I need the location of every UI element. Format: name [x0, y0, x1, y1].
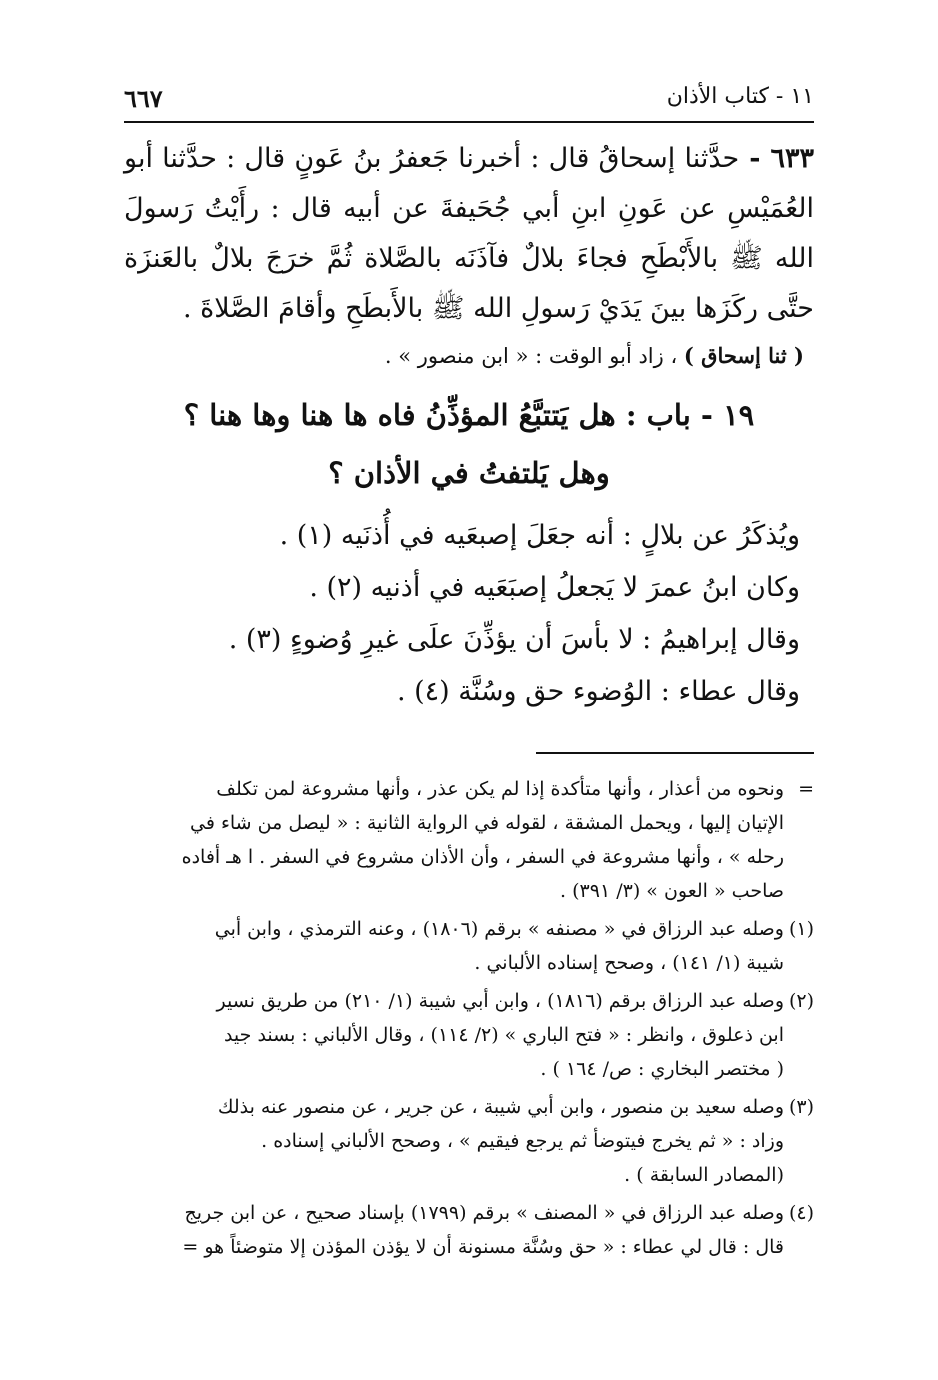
- chapter-heading-line-2: وهل يَلتفتُ في الأذان ؟: [328, 456, 610, 490]
- footnote-line: ( مختصر البخاري : ص/ ١٦٤ ) .: [540, 1058, 784, 1080]
- footnote-marker: =: [798, 778, 814, 800]
- hadith-note-label: ( ثنا إسحاق ): [683, 343, 804, 368]
- footnote-line: ابن ذعلوق ، وانظر : « فتح الباري » (٢/ ١١٤) ، وقال الألباني : بسند جيد: [223, 1024, 784, 1046]
- footnote-line: وصله سعيد بن منصور ، وابن أبي شيبة ، عن جرير ، عن منصور عنه بذلك: [217, 1096, 784, 1118]
- footnote-line: قال : قال لي عطاء : « حق وسُنَّة مسنونة أن لا يؤذن المؤذن إلا متوضئاً هو =: [182, 1236, 784, 1258]
- chapter-heading-line-1: ١٩ - باب : هل يَتتبَّعُ المؤذِّنُ فاه ها هنا وها هنا ؟: [183, 398, 755, 432]
- footnote-marker: (١): [788, 918, 814, 940]
- footnote-line: شيبة (١/ ١٤١) ، وصحح إسناده الألباني .: [474, 952, 784, 974]
- footnote-line: (المصادر السابقة ) .: [624, 1164, 784, 1186]
- page-number: ٦٦٧: [124, 84, 163, 113]
- quote-list: [124, 510, 814, 718]
- footnotes: [124, 772, 814, 1268]
- footnote-line: وصله عبد الرزاق في « المصنف » برقم (١٧٩٩) بإسناد صحيح ، عن ابن جريج: [184, 1202, 784, 1224]
- quote-line: ويُذكَرُ عن بلالٍ : أنه جعَلَ إصبعَيه في أُذنَيه (١) .: [279, 520, 800, 551]
- quote-line: وقال عطاء : الوُضوء حق وسُنَّة (٤) .: [396, 676, 800, 707]
- hadith-text: حدَّثنا إسحاقُ قال : أخبرنا جَعفرُ بنُ عَونٍ قال : حدَّثنا أبو العُمَيْسِ عن عَونِ ابنِ أبي جُحَيفةَ عن أبيه قال : رأَيْتُ رَسولَ الله ﷺ بالأَبْطَحِ فجاءَ بلالٌ فآذَنَه بالصَّلاة ثُمَّ خرَجَ بلالٌ بالعَنزَة حتَّى ركَزَها بينَ يَدَيْ رَسولِ الله ﷺ بالأَبطَحِ وأقامَ الصَّلاةَ .: [124, 143, 814, 324]
- hadith-number: ٦٣٣ -: [739, 143, 814, 174]
- quote-line: وكان ابنُ عمرَ لا يَجعلُ إصبَعَيه في أذنيه (٢) .: [309, 572, 800, 603]
- footnote-3: [124, 1090, 814, 1192]
- main-text: [124, 134, 814, 718]
- footnote-line: وزاد : « ثم يخرج فيتوضأ ثم يرجع فيقيم » ، وصحح الألباني إسناده .: [261, 1130, 784, 1152]
- footnote-1: [124, 912, 814, 980]
- footnote-continued: [124, 772, 814, 908]
- running-chapter-title: ١١ - كتاب الأذان: [666, 84, 814, 109]
- footnote-line: رحله » ، وأنها مشروعة في السفر ، وأن الأذان مشروع في السفر . ا هـ أفاده: [181, 846, 784, 868]
- footnote-4: [124, 1196, 814, 1264]
- quote-line: وقال إبراهيمُ : لا بأسَ أن يؤذِّنَ علَى غيرِ وُضوءٍ (٣) .: [228, 624, 800, 655]
- page-header: [124, 84, 814, 120]
- hadith-note: [124, 336, 814, 376]
- footnote-divider: [536, 752, 814, 754]
- footnote-line: الإتيان إليها ، ويحمل المشقة ، لقوله في الرواية الثانية : « ليصل من شاء في: [190, 812, 784, 834]
- header-divider: [124, 121, 814, 123]
- footnote-2: [124, 984, 814, 1086]
- footnote-marker: (٣): [788, 1096, 814, 1118]
- footnote-marker: (٤): [788, 1202, 814, 1224]
- footnote-line: ونحوه من أعذار ، وأنها متأكدة إذا لم يكن عذر ، وأنها مشروعة لمن تكلف: [216, 778, 784, 800]
- footnote-marker: (٢): [788, 990, 814, 1012]
- footnote-line: وصله عبد الرزاق في « مصنفه » برقم (١٨٠٦) ، وعنه الترمذي ، وابن أبي: [214, 918, 784, 940]
- footnote-line: صاحب « العون » (٣/ ٣٩١) .: [560, 880, 784, 902]
- footnote-line: وصله عبد الرزاق برقم (١٨١٦) ، وابن أبي شيبة (١/ ٢١٠) من طريق نسير: [216, 990, 784, 1012]
- hadith-paragraph: [124, 134, 814, 334]
- hadith-note-text: ، زاد أبو الوقت : « ابن منصور » .: [384, 344, 684, 368]
